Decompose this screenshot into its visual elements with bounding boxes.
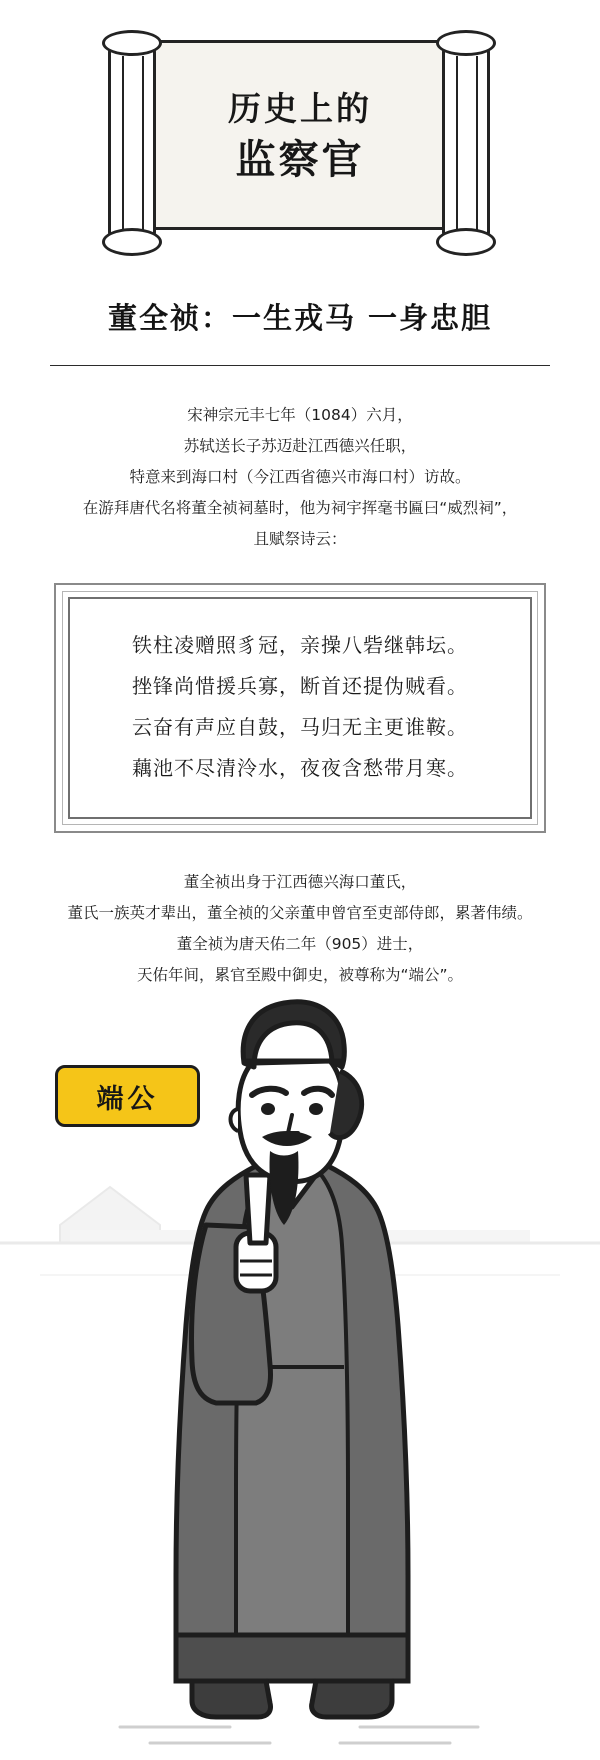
scroll-banner-icon xyxy=(100,30,500,260)
biography-line: 天佑年间，累官至殿中御史，被尊称为“端公”。 xyxy=(136,966,464,984)
poem-line: 云奋有声应自鼓，马归无主更谁鞍。 xyxy=(132,715,468,739)
poem-body xyxy=(68,597,532,819)
figure-name-tag-label: 端公 xyxy=(96,1083,159,1115)
biography-line: 董氏一族英才辈出，董全祯的父亲董申曾官至吏部侍郎，累著伟绩。 xyxy=(67,904,533,922)
intro-line: 苏轼送长子苏迈赴江西德兴任职， xyxy=(183,437,417,455)
poem-line: 藕池不尽清泠水，夜夜含愁带月寒。 xyxy=(132,756,468,780)
biography-line: 董全祯为唐天佑二年（905）进士， xyxy=(176,935,424,953)
biography-paragraph xyxy=(10,867,590,991)
banner-title-line2: 监察官 xyxy=(235,137,365,184)
banner-header xyxy=(0,0,600,290)
poem-frame xyxy=(54,583,546,833)
biography-line: 董全祯出身于江西德兴海口董氏， xyxy=(183,873,417,891)
intro-line: 在游拜唐代名将董全祯祠墓时，他为祠宇挥毫书匾曰“威烈祠”， xyxy=(82,499,518,517)
poem-line: 挫锋尚惜援兵寡，断首还提伪贼看。 xyxy=(132,674,468,698)
intro-paragraph xyxy=(20,400,580,555)
court-tablet xyxy=(246,1175,270,1243)
figure-name-tag xyxy=(55,1065,200,1127)
divider xyxy=(50,365,550,366)
poem-frame-inner xyxy=(62,591,538,825)
intro-line: 特意来到海口村（今江西省德兴市海口村）访故。 xyxy=(129,468,471,486)
banner-title-line1: 历史上的 xyxy=(228,89,372,128)
illustration xyxy=(0,975,600,1760)
poem-line: 铁柱凌赠照豸冠，亲操八砦继韩坛。 xyxy=(132,633,468,657)
intro-line: 宋神宗元丰七年（1084）六月， xyxy=(187,406,413,424)
ground-strokes xyxy=(120,1727,478,1743)
banner-title xyxy=(100,88,500,185)
page-title: 董全祯：一生戎马 一身忠胆 xyxy=(107,301,493,335)
figure-shoes xyxy=(192,1681,392,1717)
intro-line: 且赋祭诗云： xyxy=(253,530,347,548)
